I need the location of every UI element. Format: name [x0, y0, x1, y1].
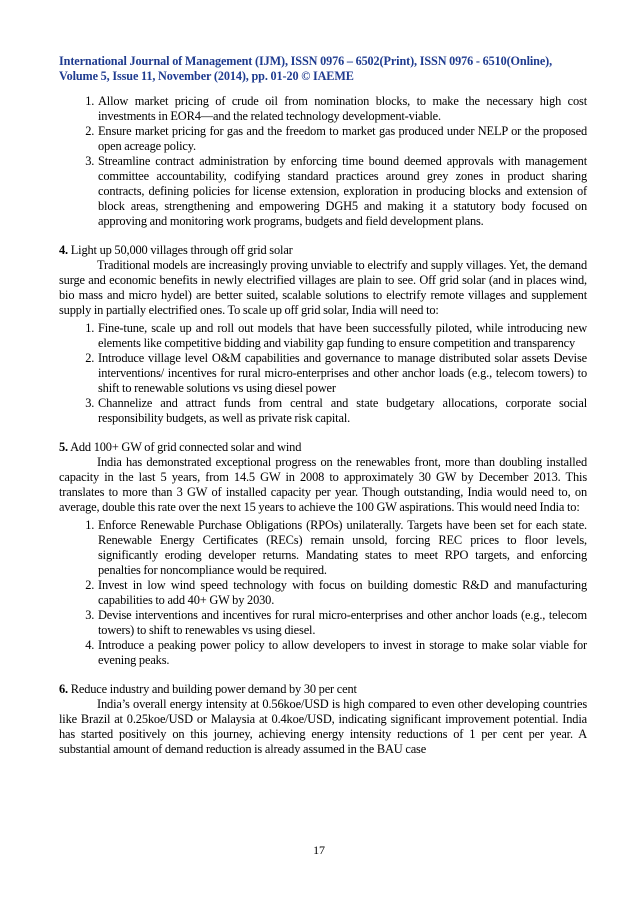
section-title: Add 100+ GW of grid connected solar and wind [70, 440, 302, 454]
list-item: 3. Devise interventions and incentives for rural micro-enterprises and other anchor loads (e.g., telecom towers) to shift to renewables vs using diesel. [97, 608, 587, 638]
journal-header [59, 54, 589, 84]
list-item: 3. Channelize and attract funds from central and state budgetary allocations, corporate social responsibility budgets, as well as private risk capital. [97, 396, 587, 426]
list-item: 1. Allow market pricing of crude oil from nomination blocks, to make the necessary high cost investments in EOR4—and the related technology development-viable. [97, 94, 587, 124]
page-number: 17 [313, 843, 325, 857]
section-heading-6 [59, 682, 587, 697]
list-item: 3. Streamline contract administration by enforcing time bound deemed approvals with management committee accountability, codifying standard practices around grey zones in product sharing contracts, defining policies for license extension, exploration in producing blocks and extension of block areas, strengthening and empowering DGH5 and making it a statutory body focused on approving and monitoring work programs, budgets and field development plans. [97, 154, 587, 229]
section-list-4 [59, 321, 587, 426]
section-number: 5. [59, 440, 68, 454]
policy-list-intro [59, 94, 587, 229]
section-list-5 [59, 518, 587, 668]
section-title: Light up 50,000 villages through off grid solar [70, 243, 293, 257]
section-heading-5 [59, 440, 587, 455]
list-item: 1. Enforce Renewable Purchase Obligations (RPOs) unilaterally. Targets have been set for each state. Renewable Energy Certificates (RECs) remain unsold, forcing REC prices to floor levels, significantly eroding developer returns. Mandating states to meet RPO targets, and enforcing penalties for noncompliance would be required. [97, 518, 587, 578]
section-number: 4. [59, 243, 68, 257]
section-heading-4 [59, 243, 587, 258]
journal-header-line-1: International Journal of Management (IJM), ISSN 0976 – 6502(Print), ISSN 0976 - 6510(Online), [59, 54, 553, 68]
article-body [59, 94, 587, 757]
list-item: 2. Ensure market pricing for gas and the freedom to market gas produced under NELP or the proposed open acreage policy. [97, 124, 587, 154]
section-paragraph: India has demonstrated exceptional progress on the renewables front, more than doubling installed capacity in the last 5 years, from 14.5 GW in 2008 to approximately 30 GW by December 2013. This translates to more than 3 GW of installed capacity per year. Though outstanding, India would need to, on average, double this rate over the next 15 years to achieve the 100 GW aspirations. This would need India to: [59, 455, 587, 514]
journal-header-line-2: Volume 5, Issue 11, November (2014), pp. 01-20 © IAEME [59, 69, 354, 83]
list-item: 2. Invest in low wind speed technology with focus on building domestic R&D and manufacturing capabilities to add 40+ GW by 2030. [97, 578, 587, 608]
list-item: 2. Introduce village level O&M capabilities and governance to manage distributed solar assets Devise interventions/ incentives for rural micro-enterprises and other anchor loads (e.g., telecom towers) to shift to renewable solutions vs using diesel power [97, 351, 587, 396]
section-paragraph: India’s overall energy intensity at 0.56koe/USD is high compared to even other developing countries like Brazil at 0.25koe/USD or Malaysia at 0.4koe/USD, indicating significant improvement potential. India has started positively on this journey, achieving energy intensity reductions of 1 per cent per year. A substantial amount of demand reduction is already assumed in the BAU case [59, 697, 587, 756]
list-item: 1. Fine-tune, scale up and roll out models that have been successfully piloted, while introducing new elements like competitive bidding and viability gap funding to ensure competition and transparency [97, 321, 587, 351]
section-paragraph: Traditional models are increasingly proving unviable to electrify and supply villages. Yet, the demand surge and economic benefits in newly electrified villages are plain to see. Off grid solar (and in places wind, bio mass and micro hydel) are better suited, scalable solutions to electrify remote villages and supplement supply in partially electrified ones. To scale up off grid solar, India will need to: [59, 258, 587, 317]
section-title: Reduce industry and building power demand by 30 per cent [70, 682, 357, 696]
section-number: 6. [59, 682, 68, 696]
list-item: 4. Introduce a peaking power policy to allow developers to invest in storage to make solar viable for evening peaks. [97, 638, 587, 668]
